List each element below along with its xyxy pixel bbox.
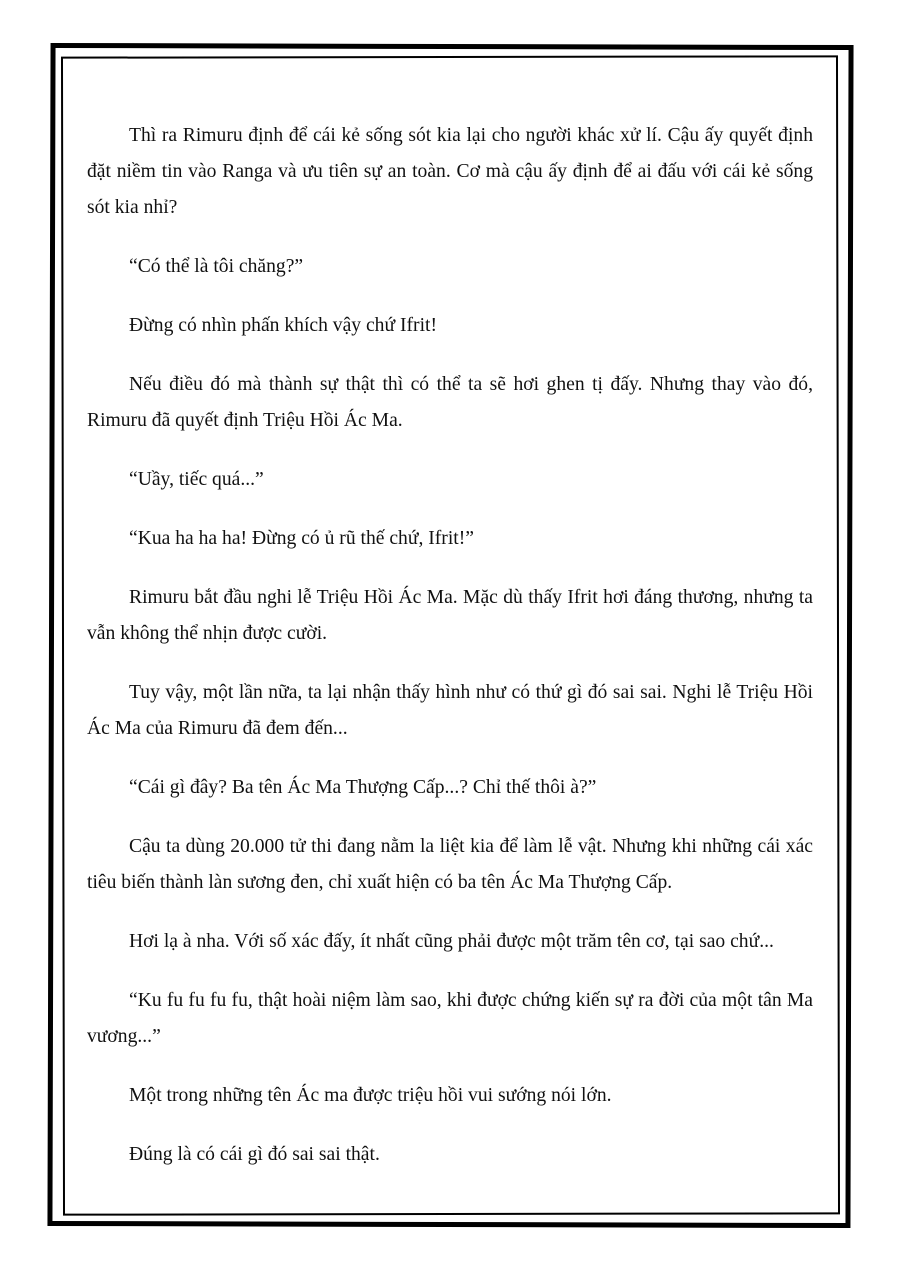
paragraph-12: “Ku fu fu fu fu, thật hoài niệm làm sao, khi được chứng kiến sự ra đời của một tân Ma vương...” — [87, 990, 813, 1047]
paragraph-8: Tuy vậy, một lần nữa, ta lại nhận thấy hình như có thứ gì đó sai sai. Nghi lễ Triệu Hồi Ác Ma của Rimuru đã đem đến... — [87, 682, 813, 739]
paragraph-10: Cậu ta dùng 20.000 tử thi đang nằm la liệt kia để làm lễ vật. Nhưng khi những cái xác tiêu biến thành làn sương đen, chỉ xuất hiện có ba tên Ác Ma Thượng Cấp. — [87, 836, 813, 893]
paragraph-13: Một trong những tên Ác ma được triệu hồi vui sướng nói lớn. — [129, 1085, 612, 1106]
paragraph-11: Hơi lạ à nha. Với số xác đấy, ít nhất cũng phải được một trăm tên cơ, tại sao chứ... — [129, 931, 774, 952]
paragraph-14: Đúng là có cái gì đó sai sai thật. — [129, 1144, 380, 1165]
paragraph-6: “Kua ha ha ha! Đừng có ủ rũ thế chứ, Ifrit!” — [129, 528, 474, 549]
paragraph-7: Rimuru bắt đầu nghi lễ Triệu Hồi Ác Ma. Mặc dù thấy Ifrit hơi đáng thương, nhưng ta vẫn không thể nhịn được cười. — [87, 587, 813, 644]
paragraph-1: Thì ra Rimuru định để cái kẻ sống sót kia lại cho người khác xử lí. Cậu ấy quyết định đặt niềm tin vào Ranga và ưu tiên sự an toàn. Cơ mà cậu ấy định để ai đấu với cái kẻ sống sót kia nhỉ? — [87, 125, 813, 218]
paragraph-2: “Có thể là tôi chăng?” — [129, 256, 304, 277]
paragraph-3: Đừng có nhìn phấn khích vậy chứ Ifrit! — [129, 315, 437, 336]
page-body-text — [87, 118, 813, 1196]
paragraph-4: Nếu điều đó mà thành sự thật thì có thể ta sẽ hơi ghen tị đấy. Nhưng thay vào đó, Rimuru đã quyết định Triệu Hồi Ác Ma. — [87, 374, 813, 431]
paragraph-9: “Cái gì đây? Ba tên Ác Ma Thượng Cấp...? Chỉ thế thôi à?” — [129, 777, 597, 798]
paragraph-5: “Uầy, tiếc quá...” — [129, 469, 264, 490]
